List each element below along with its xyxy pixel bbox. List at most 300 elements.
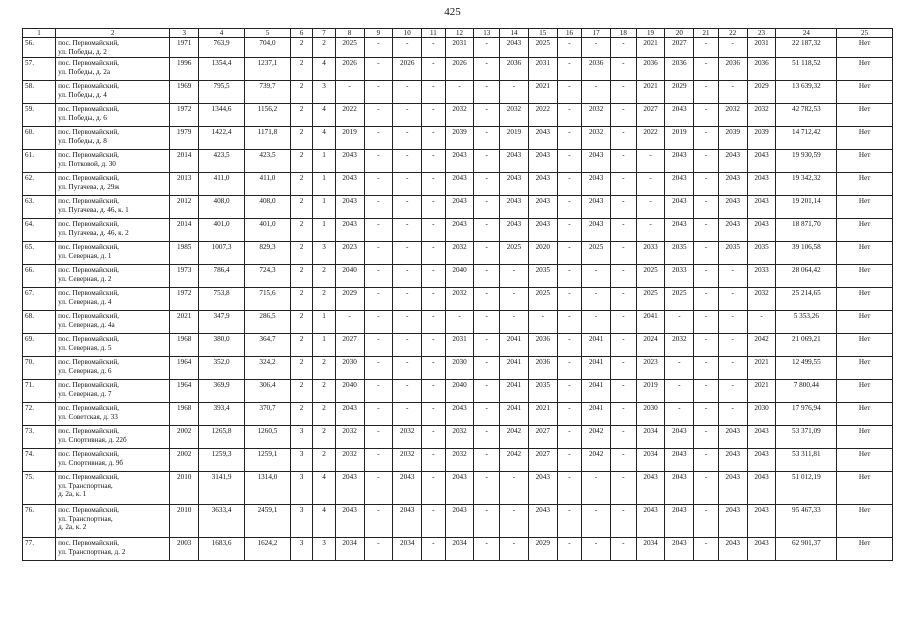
- table-cell: 4: [313, 505, 335, 538]
- table-cell: -: [422, 173, 445, 196]
- table-cell: -: [474, 196, 500, 219]
- address-cell: пос. Первомайский, ул. Северная, д. 7: [56, 380, 170, 403]
- table-cell: Нет: [837, 242, 893, 265]
- table-cell: 1624,2: [245, 538, 291, 561]
- table-cell: 2043: [500, 196, 529, 219]
- table-row: [23, 58, 893, 81]
- table-cell: 2043: [528, 196, 557, 219]
- table-cell: -: [393, 196, 422, 219]
- table-cell: 1: [313, 311, 335, 334]
- table-cell: 2: [313, 357, 335, 380]
- table-cell: -: [393, 357, 422, 380]
- table-cell: 2042: [582, 449, 611, 472]
- table-cell: -: [422, 311, 445, 334]
- table-cell: 2043: [500, 38, 529, 58]
- table-cell: 2025: [665, 288, 694, 311]
- table-cell: Нет: [837, 357, 893, 380]
- table-cell: 2039: [718, 127, 747, 150]
- table-cell: -: [422, 472, 445, 505]
- table-cell: -: [694, 219, 719, 242]
- table-cell: -: [611, 127, 637, 150]
- table-cell: 2: [313, 38, 335, 58]
- address-cell: пос. Первомайский, ул. Северная, д. 4: [56, 288, 170, 311]
- table-row: [23, 426, 893, 449]
- table-cell: -: [611, 58, 637, 81]
- table-cell: -: [474, 219, 500, 242]
- table-cell: -: [694, 38, 719, 58]
- table-cell: 2025: [636, 265, 665, 288]
- table-row: [23, 334, 893, 357]
- table-cell: -: [393, 380, 422, 403]
- table-cell: Нет: [837, 104, 893, 127]
- table-cell: 2043: [528, 219, 557, 242]
- table-cell: 2043: [665, 104, 694, 127]
- table-cell: 2034: [445, 538, 474, 561]
- table-cell: 2036: [747, 58, 776, 81]
- table-cell: 2035: [528, 380, 557, 403]
- table-cell: 2036: [528, 357, 557, 380]
- row-number: 60.: [23, 127, 56, 150]
- table-cell: 17 976,94: [776, 403, 837, 426]
- table-cell: 2043: [393, 505, 422, 538]
- table-cell: Нет: [837, 81, 893, 104]
- table-cell: 2032: [500, 104, 529, 127]
- table-cell: -: [694, 288, 719, 311]
- address-cell: пос. Первомайский, ул. Потковой, д. 30: [56, 150, 170, 173]
- table-cell: 2019: [335, 127, 364, 150]
- table-cell: 2010: [170, 472, 199, 505]
- table-cell: -: [582, 538, 611, 561]
- table-cell: -: [665, 357, 694, 380]
- table-cell: 2032: [445, 104, 474, 127]
- table-cell: 2040: [445, 380, 474, 403]
- table-cell: 2043: [747, 196, 776, 219]
- table-cell: 3: [290, 426, 312, 449]
- table-cell: -: [557, 472, 582, 505]
- table-cell: -: [582, 38, 611, 58]
- table-cell: -: [694, 357, 719, 380]
- table-cell: Нет: [837, 58, 893, 81]
- table-cell: 2043: [335, 219, 364, 242]
- table-cell: -: [557, 380, 582, 403]
- table-cell: 1422,4: [199, 127, 245, 150]
- table-row: [23, 150, 893, 173]
- table-cell: 2036: [718, 58, 747, 81]
- table-cell: 2027: [636, 104, 665, 127]
- table-cell: 1171,8: [245, 127, 291, 150]
- table-cell: -: [694, 449, 719, 472]
- table-cell: -: [364, 127, 393, 150]
- table-cell: 2043: [445, 150, 474, 173]
- table-cell: -: [557, 242, 582, 265]
- table-cell: -: [611, 219, 637, 242]
- table-cell: 4: [313, 127, 335, 150]
- table-cell: 2: [290, 196, 312, 219]
- table-cell: -: [474, 449, 500, 472]
- table-cell: -: [557, 403, 582, 426]
- table-cell: -: [718, 38, 747, 58]
- table-cell: -: [393, 81, 422, 104]
- table-cell: 2021: [528, 81, 557, 104]
- table-cell: -: [694, 403, 719, 426]
- table-cell: 2: [290, 242, 312, 265]
- address-cell: пос. Первомайский, ул. Транспортная, д. 2а, к. 2: [56, 505, 170, 538]
- table-cell: -: [474, 426, 500, 449]
- table-cell: -: [422, 196, 445, 219]
- table-cell: -: [422, 538, 445, 561]
- table-cell: 2: [313, 288, 335, 311]
- table-cell: -: [747, 311, 776, 334]
- table-cell: 2: [313, 265, 335, 288]
- row-number: 71.: [23, 380, 56, 403]
- table-cell: 2043: [747, 538, 776, 561]
- table-cell: -: [694, 426, 719, 449]
- table-cell: 2032: [582, 127, 611, 150]
- table-cell: 2043: [445, 403, 474, 426]
- table-cell: 2043: [747, 449, 776, 472]
- table-cell: 3: [290, 472, 312, 505]
- table-row: [23, 242, 893, 265]
- table-cell: 2036: [500, 58, 529, 81]
- row-number: 62.: [23, 173, 56, 196]
- table-cell: 2043: [718, 196, 747, 219]
- table-cell: -: [393, 311, 422, 334]
- row-number: 73.: [23, 426, 56, 449]
- table-cell: -: [665, 311, 694, 334]
- table-cell: -: [718, 357, 747, 380]
- table-cell: 2043: [665, 196, 694, 219]
- table-cell: 2041: [582, 334, 611, 357]
- row-number: 58.: [23, 81, 56, 104]
- table-cell: Нет: [837, 538, 893, 561]
- table-cell: 39 106,58: [776, 242, 837, 265]
- table-cell: 2032: [335, 426, 364, 449]
- table-cell: -: [422, 242, 445, 265]
- table-cell: 2030: [636, 403, 665, 426]
- table-cell: 51 118,52: [776, 58, 837, 81]
- column-number: 5: [245, 29, 291, 38]
- row-number: 77.: [23, 538, 56, 561]
- table-cell: 2025: [528, 38, 557, 58]
- address-cell: пос. Первомайский, ул. Победы, д. 2а: [56, 58, 170, 81]
- table-cell: -: [694, 265, 719, 288]
- table-cell: 2: [313, 403, 335, 426]
- table-cell: 2: [290, 380, 312, 403]
- table-cell: -: [611, 311, 637, 334]
- table-cell: Нет: [837, 219, 893, 242]
- table-cell: -: [636, 219, 665, 242]
- table-cell: -: [364, 288, 393, 311]
- table-cell: 2032: [747, 104, 776, 127]
- table-cell: -: [582, 288, 611, 311]
- table-cell: 2042: [747, 334, 776, 357]
- column-number: 24: [776, 29, 837, 38]
- table-cell: 2040: [445, 265, 474, 288]
- table-cell: 401,0: [245, 219, 291, 242]
- table-cell: -: [665, 403, 694, 426]
- table-cell: 2035: [747, 242, 776, 265]
- table-cell: -: [474, 173, 500, 196]
- table-row: [23, 288, 893, 311]
- table-row: [23, 81, 893, 104]
- table-cell: -: [422, 150, 445, 173]
- table-cell: 42 782,53: [776, 104, 837, 127]
- table-cell: -: [694, 311, 719, 334]
- table-cell: -: [557, 150, 582, 173]
- table-cell: 2034: [636, 449, 665, 472]
- table-cell: 2019: [636, 380, 665, 403]
- table-cell: 2043: [747, 472, 776, 505]
- table-cell: 2043: [445, 173, 474, 196]
- table-cell: -: [393, 173, 422, 196]
- address-cell: пос. Первомайский, ул. Северная, д. 4а: [56, 311, 170, 334]
- table-cell: -: [364, 58, 393, 81]
- table-cell: 2043: [500, 150, 529, 173]
- table-cell: 3633,4: [199, 505, 245, 538]
- table-cell: -: [557, 81, 582, 104]
- table-cell: 2043: [718, 472, 747, 505]
- table-cell: 2039: [445, 127, 474, 150]
- row-number: 57.: [23, 58, 56, 81]
- table-cell: 2022: [528, 104, 557, 127]
- row-number: 74.: [23, 449, 56, 472]
- row-number: 59.: [23, 104, 56, 127]
- table-cell: -: [718, 288, 747, 311]
- table-cell: 763,9: [199, 38, 245, 58]
- table-cell: 2041: [582, 380, 611, 403]
- table-cell: 1971: [170, 38, 199, 58]
- table-cell: 1972: [170, 288, 199, 311]
- table-cell: 2: [313, 380, 335, 403]
- table-cell: -: [393, 242, 422, 265]
- table-cell: 1265,8: [199, 426, 245, 449]
- table-cell: 2021: [528, 403, 557, 426]
- table-cell: 1979: [170, 127, 199, 150]
- table-cell: 1968: [170, 334, 199, 357]
- table-cell: 1260,5: [245, 426, 291, 449]
- table-cell: 2: [313, 449, 335, 472]
- table-cell: -: [611, 403, 637, 426]
- table-cell: 2021: [747, 357, 776, 380]
- table-cell: 411,0: [245, 173, 291, 196]
- table-cell: 2: [290, 173, 312, 196]
- table-cell: 2034: [636, 426, 665, 449]
- table-cell: -: [557, 104, 582, 127]
- table-cell: -: [582, 81, 611, 104]
- table-cell: 2025: [582, 242, 611, 265]
- table-cell: -: [694, 334, 719, 357]
- column-number: 12: [445, 29, 474, 38]
- table-cell: Нет: [837, 288, 893, 311]
- table-cell: 370,7: [245, 403, 291, 426]
- table-cell: -: [694, 380, 719, 403]
- table-cell: 18 871,70: [776, 219, 837, 242]
- table-cell: 2032: [445, 288, 474, 311]
- table-cell: 2032: [718, 104, 747, 127]
- column-number: 9: [364, 29, 393, 38]
- table-cell: -: [422, 357, 445, 380]
- table-row: [23, 357, 893, 380]
- table-cell: 2043: [528, 127, 557, 150]
- table-cell: 2029: [665, 81, 694, 104]
- table-cell: 2021: [636, 38, 665, 58]
- address-cell: пос. Первомайский, ул. Пугачева, д. 46, к. 1: [56, 196, 170, 219]
- table-cell: -: [611, 357, 637, 380]
- table-cell: 13 639,32: [776, 81, 837, 104]
- table-cell: 2033: [747, 265, 776, 288]
- table-cell: 2043: [445, 219, 474, 242]
- table-cell: 829,3: [245, 242, 291, 265]
- table-cell: 3: [290, 538, 312, 561]
- table-cell: 2019: [500, 127, 529, 150]
- table-cell: -: [557, 288, 582, 311]
- column-number: 15: [528, 29, 557, 38]
- table-cell: 2027: [665, 38, 694, 58]
- table-cell: 2031: [528, 58, 557, 81]
- table-cell: -: [393, 219, 422, 242]
- table-cell: -: [636, 150, 665, 173]
- table-cell: 369,9: [199, 380, 245, 403]
- table-cell: -: [557, 38, 582, 58]
- table-cell: 786,4: [199, 265, 245, 288]
- table-cell: 21 069,21: [776, 334, 837, 357]
- table-cell: 2043: [665, 449, 694, 472]
- column-number: 25: [837, 29, 893, 38]
- page-number: 425: [444, 6, 461, 18]
- table-cell: -: [364, 472, 393, 505]
- table-cell: 2043: [718, 449, 747, 472]
- table-cell: -: [557, 357, 582, 380]
- row-number: 67.: [23, 288, 56, 311]
- table-cell: 5 353,26: [776, 311, 837, 334]
- table-cell: 2003: [170, 538, 199, 561]
- table-cell: 2043: [636, 505, 665, 538]
- address-cell: пос. Первомайский, ул. Северная, д. 6: [56, 357, 170, 380]
- table-cell: -: [718, 403, 747, 426]
- table-cell: -: [582, 505, 611, 538]
- table-cell: 2033: [636, 242, 665, 265]
- table-cell: -: [364, 242, 393, 265]
- table-cell: 2035: [528, 265, 557, 288]
- column-number: 16: [557, 29, 582, 38]
- table-cell: 2043: [718, 426, 747, 449]
- table-cell: 2043: [582, 173, 611, 196]
- table-cell: 2459,1: [245, 505, 291, 538]
- column-number: 10: [393, 29, 422, 38]
- table-cell: 2: [290, 357, 312, 380]
- column-number: 1: [23, 29, 56, 38]
- table-cell: Нет: [837, 426, 893, 449]
- table-cell: -: [474, 242, 500, 265]
- table-cell: 2036: [528, 334, 557, 357]
- table-cell: 1: [313, 219, 335, 242]
- table-cell: 2041: [500, 380, 529, 403]
- table-cell: -: [422, 104, 445, 127]
- table-cell: 2043: [528, 150, 557, 173]
- table-cell: 2032: [665, 334, 694, 357]
- table-cell: 2043: [665, 173, 694, 196]
- row-number: 69.: [23, 334, 56, 357]
- table-cell: 364,7: [245, 334, 291, 357]
- table-cell: -: [557, 58, 582, 81]
- table-cell: 2030: [335, 357, 364, 380]
- table-cell: -: [611, 426, 637, 449]
- table-cell: 2043: [747, 219, 776, 242]
- address-cell: пос. Первомайский, ул. Победы, д. 6: [56, 104, 170, 127]
- table-cell: -: [422, 219, 445, 242]
- table-cell: 2036: [636, 58, 665, 81]
- table-cell: 393,4: [199, 403, 245, 426]
- table-cell: 2027: [335, 334, 364, 357]
- table-cell: -: [364, 311, 393, 334]
- column-number: 18: [611, 29, 637, 38]
- table-cell: 347,9: [199, 311, 245, 334]
- table-cell: -: [422, 265, 445, 288]
- table-cell: -: [393, 334, 422, 357]
- table-cell: -: [422, 288, 445, 311]
- table-cell: 2027: [528, 449, 557, 472]
- table-cell: 2043: [528, 505, 557, 538]
- table-cell: 2: [290, 81, 312, 104]
- row-number: 63.: [23, 196, 56, 219]
- table-cell: 2043: [665, 538, 694, 561]
- table-row: [23, 104, 893, 127]
- column-number: 14: [500, 29, 529, 38]
- table-cell: 753,8: [199, 288, 245, 311]
- table-cell: 2010: [170, 505, 199, 538]
- table-cell: 2021: [747, 380, 776, 403]
- table-cell: 1964: [170, 380, 199, 403]
- table-cell: 2029: [528, 538, 557, 561]
- table-cell: 25 214,65: [776, 288, 837, 311]
- address-cell: пос. Первомайский, ул. Победы, д. 2: [56, 38, 170, 58]
- table-cell: 1: [313, 334, 335, 357]
- table-cell: 2041: [500, 357, 529, 380]
- table-cell: 2: [290, 58, 312, 81]
- table-cell: -: [557, 334, 582, 357]
- table-cell: 2042: [582, 426, 611, 449]
- table-cell: -: [393, 104, 422, 127]
- table-cell: -: [611, 334, 637, 357]
- table-cell: -: [364, 265, 393, 288]
- table-cell: -: [611, 242, 637, 265]
- table-cell: -: [474, 81, 500, 104]
- column-number: 17: [582, 29, 611, 38]
- table-cell: 1969: [170, 81, 199, 104]
- table-cell: 2031: [747, 38, 776, 58]
- table-cell: 12 499,55: [776, 357, 837, 380]
- table-cell: -: [557, 426, 582, 449]
- table-cell: 2029: [747, 81, 776, 104]
- table-cell: 2043: [500, 173, 529, 196]
- table-cell: 2: [290, 334, 312, 357]
- table-cell: -: [611, 81, 637, 104]
- table-cell: 2036: [665, 58, 694, 81]
- table-cell: 306,4: [245, 380, 291, 403]
- table-cell: 2: [290, 311, 312, 334]
- table-cell: -: [474, 288, 500, 311]
- table-cell: 2041: [500, 403, 529, 426]
- table-cell: -: [474, 334, 500, 357]
- table-cell: 2021: [170, 311, 199, 334]
- address-cell: пос. Первомайский, ул. Северная, д. 1: [56, 242, 170, 265]
- table-cell: -: [582, 311, 611, 334]
- table-cell: 739,7: [245, 81, 291, 104]
- table-cell: 286,5: [245, 311, 291, 334]
- table-cell: 1: [313, 173, 335, 196]
- table-cell: -: [474, 150, 500, 173]
- table-cell: Нет: [837, 472, 893, 505]
